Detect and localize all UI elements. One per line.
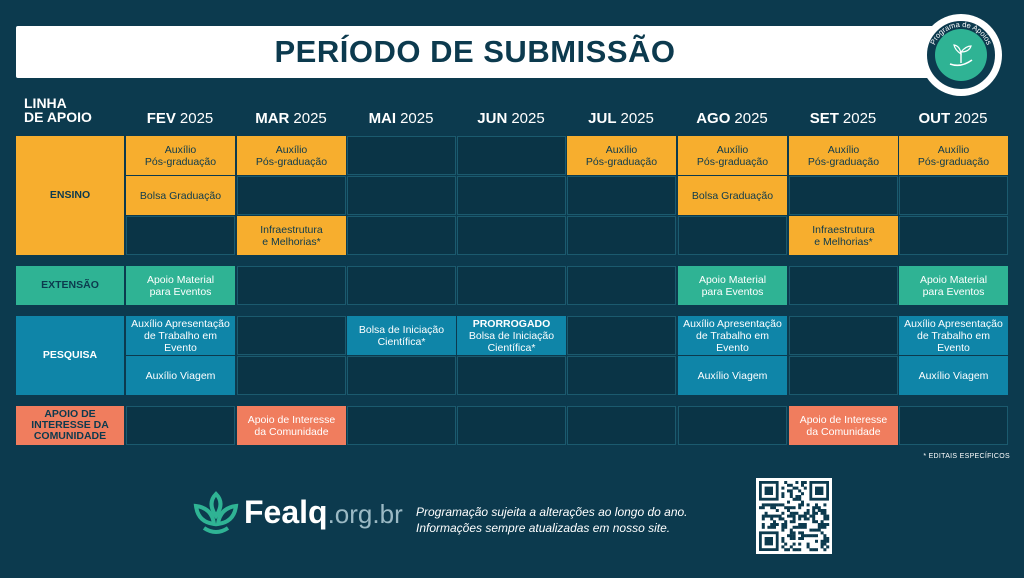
empty-cell: [347, 216, 456, 255]
month-header-4: JUL 2025: [588, 109, 654, 127]
badge-text: Programa de Apoios: [928, 19, 994, 47]
support-cell: Auxílio Pós-graduação: [237, 136, 346, 175]
empty-cell: [457, 356, 566, 395]
support-cell: Auxílio Viagem: [899, 356, 1008, 395]
empty-cell: [789, 356, 898, 395]
line-of-support-header: LINHA DE APOIO: [24, 95, 92, 125]
program-badge: [920, 14, 1002, 96]
empty-cell: [347, 176, 456, 215]
empty-cell: [457, 136, 566, 175]
support-cell: Auxílio Pós-graduação: [678, 136, 787, 175]
support-cell: Bolsa Graduação: [678, 176, 787, 215]
empty-cell: [899, 216, 1008, 255]
empty-cell: [567, 266, 676, 305]
empty-cell: [237, 266, 346, 305]
support-cell: Bolsa Graduação: [126, 176, 235, 215]
empty-cell: [457, 176, 566, 215]
support-cell: Auxílio Apresentação de Trabalho em Evento: [899, 316, 1008, 355]
support-cell: Apoio de Interesse da Comunidade: [789, 406, 898, 445]
support-cell: Auxílio Viagem: [126, 356, 235, 395]
empty-cell: [457, 216, 566, 255]
row-label-3: APOIO DE INTERESSE DA COMUNIDADE: [16, 406, 124, 445]
empty-cell: [457, 266, 566, 305]
support-cell: Auxílio Pós-graduação: [126, 136, 235, 175]
support-cell: Auxílio Apresentação de Trabalho em Evento: [678, 316, 787, 355]
support-cell: Bolsa de Iniciação Científica*: [347, 316, 456, 355]
row-label-2: PESQUISA: [16, 316, 124, 395]
month-header-7: OUT 2025: [918, 109, 988, 127]
empty-cell: [237, 316, 346, 355]
empty-cell: [789, 316, 898, 355]
logo-domain: .org.br: [327, 499, 403, 529]
support-cell: Apoio Material para Eventos: [678, 266, 787, 305]
empty-cell: [347, 406, 456, 445]
empty-cell: [237, 176, 346, 215]
empty-cell: [899, 406, 1008, 445]
support-cell: Auxílio Pós-graduação: [899, 136, 1008, 175]
support-cell: Apoio de Interesse da Comunidade: [237, 406, 346, 445]
empty-cell: [347, 136, 456, 175]
empty-cell: [789, 176, 898, 215]
support-cell: Auxílio Pós-graduação: [567, 136, 676, 175]
support-cell: PRORROGADO Bolsa de Iniciação Científica*: [457, 316, 566, 355]
support-cell: Infraestrutura e Melhorias*: [789, 216, 898, 255]
support-cell: Auxílio Apresentação de Trabalho em Evento: [126, 316, 235, 355]
empty-cell: [457, 406, 566, 445]
month-header-5: AGO 2025: [696, 109, 768, 127]
row-label-0: ENSINO: [16, 136, 124, 255]
support-cell: Auxílio Pós-graduação: [789, 136, 898, 175]
qr-code[interactable]: [756, 478, 832, 554]
empty-cell: [678, 216, 787, 255]
empty-cell: [347, 356, 456, 395]
page-title: PERÍODO DE SUBMISSÃO: [274, 34, 676, 69]
empty-cell: [567, 356, 676, 395]
seedling-hand-icon: [920, 14, 1002, 96]
specific-notices-note: * EDITAIS ESPECÍFICOS: [923, 453, 1010, 460]
empty-cell: [567, 316, 676, 355]
month-header-2: MAI 2025: [368, 109, 434, 127]
row-label-1: EXTENSÃO: [16, 266, 124, 305]
empty-cell: [567, 176, 676, 215]
extended-label: PRORROGADO: [472, 317, 551, 330]
title-banner: [16, 26, 934, 78]
support-cell: Apoio Material para Eventos: [126, 266, 235, 305]
empty-cell: [347, 266, 456, 305]
empty-cell: [899, 176, 1008, 215]
month-header-6: SET 2025: [809, 109, 877, 127]
support-cell: Auxílio Viagem: [678, 356, 787, 395]
month-header-1: MAR 2025: [255, 109, 327, 127]
support-cell: Apoio Material para Eventos: [899, 266, 1008, 305]
month-header-3: JUN 2025: [477, 109, 545, 127]
empty-cell: [789, 266, 898, 305]
empty-cell: [678, 406, 787, 445]
footer-disclaimer: Programação sujeita a alterações ao longo do ano. Informações sempre atualizadas em nosso site.: [416, 505, 688, 535]
empty-cell: [126, 216, 235, 255]
empty-cell: [567, 216, 676, 255]
fealq-logo: [192, 488, 402, 538]
month-header-0: FEV 2025: [146, 109, 214, 127]
support-cell: Infraestrutura e Melhorias*: [237, 216, 346, 255]
svg-text:Programa de Apoios: [928, 20, 994, 46]
empty-cell: [567, 406, 676, 445]
empty-cell: [126, 406, 235, 445]
logo-name: Fealq: [244, 494, 328, 530]
empty-cell: [237, 356, 346, 395]
leaf-logo-icon: [192, 488, 240, 538]
